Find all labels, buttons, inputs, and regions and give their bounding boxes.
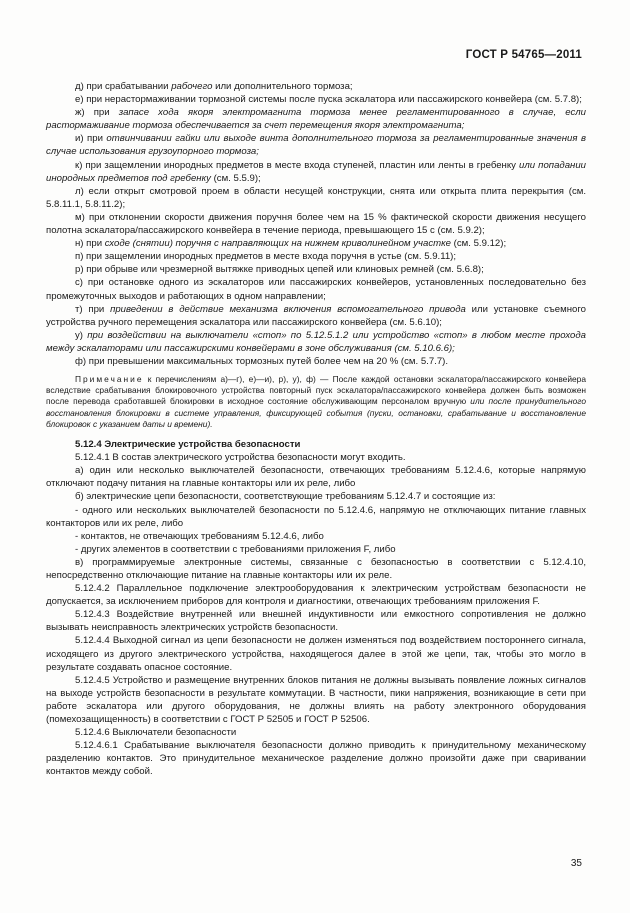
paragraph-5-12-4-1-b2: - контактов, не отвечающих требованиям 5.12.4.6, либо [75,530,324,542]
paragraph-5-12-4-6: 5.12.4.6 Выключатели безопасности [75,727,237,739]
list-item-e: е) при нерастормаживании тормозной системы после пуска эскалатора или пассажирского конвейера (см. 5.7.8); [75,94,582,106]
paragraph-5-12-4-3: 5.12.4.3 Воздействие внутренней или внешней индуктивности или емкостного сопротивления не должно вызывать неисправность электрических устройств безопасности. [46,609,586,634]
paragraph-5-12-4-2: 5.12.4.2 Параллельное подключение электрооборудования к электрическим устройствам безопасности не допускается, за исключением приборов для контроля и диагностики, отвечающих требованиям приложения F. [46,583,586,608]
note: Примечание к перечислениям а)—г), е)—и), р), у), ф) — После каждой остановки эскалатора/пассажирского конвейера вследствие срабатывания блокировочного устройства повторный пуск эскалатора/пассажирского конвейера должен быть возможен после перевода сработавшей блокировки в исходное состояние обслуживающим персоналом вручную или после принудительного восстановления блокировки в системе управления, фиксирующей события (пуски, остановки, срабатывание и восстановление блокировок с указанием даты и времени). [46,374,586,429]
list-item-i: и) при отвинчивании гайки или выходе винта дополнительного тормоза за регламентированные значения в случае использования грузоупорного тормоза; [46,133,586,158]
list-item-l: л) если открыт смотровой проем в области несущей конструкции, снята или открыта плита перекрытия (см. 5.8.11.1, 5.8.11.2); [46,185,586,210]
paragraph-5-12-4-1-b1: - одного или нескольких выключателей безопасности по 5.12.4.6, напрямую не отключающих питание главных контакторов или их реле, либо [46,504,586,529]
list-item-zh: ж) при запасе хода якоря электромагнита тормоза менее регламентированного в случае, если растормаживание тормоза обеспечивается за счет перемещения якоря электромагнита; [46,107,586,132]
paragraph-5-12-4-5: 5.12.4.5 Устройство и размещение внутренних блоков питания не должны вызывать появление ложных сигналов на выходе устройств безопасности в результате коммутации. В частности, пики напряжения, возникающие в сети при работе эскалатора или другого оборудования, не должны влиять на работу электронного оборудования (помехозащищенность) в соответствии с ГОСТ Р 52505 и ГОСТ Р 52506. [46,674,586,726]
list-item-d: д) при срабатывании рабочего или дополнительного тормоза; [75,81,353,92]
list-item-r: р) при обрыве или чрезмерной вытяжке приводных цепей или клиновых ремней (см. 5.6.8); [75,264,484,276]
paragraph-5-12-4-1-v: в) программируемые электронные системы, связанные с безопасностью в соответствии с 5.12.4.10, непосредственно отключающие питание на главные контакторы или их реле. [46,556,586,582]
paragraph-5-12-4-6-1: 5.12.4.6.1 Срабатывание выключателя безопасности должно приводить к принудительному механическому разделению контактов. Это принудительное механическое разделение должно произойти даже при сваривании контактов между собой. [46,740,586,778]
document-body [46,80,586,779]
paragraph-5-12-4-1: 5.12.4.1 В состав электрического устройства безопасности могут входить. [75,452,406,464]
paragraph-5-12-4-4: 5.12.4.4 Выходной сигнал из цепи безопасности не должен изменяться под воздействием постороннего сигнала, исходящего из другого электрического устройства, находящегося далее в этой же цепи, так, чтобы это могло в результате создавать опасное состояние. [46,635,586,673]
paragraph-5-12-4-1-a: а) один или несколько выключателей безопасности, отвечающих требованиям 5.12.4.6, которые напрямую отключают подачу питания на главные контакторы или их реле, либо [46,465,586,490]
list-item-m: м) при отклонении скорости движения поручня более чем на 15 % фактической скорости движения несущего полотна эскалатора/пассажирского конвейера в течение периода, превышающего 15 с (см. 5.9.2); [46,211,586,237]
list-item-f: ф) при превышении максимальных тормозных путей более чем на 20 % (см. 5.7.7). [75,355,449,367]
note-label: Примечание [75,374,144,385]
section-title: 5.12.4 Электрические устройства безопасности [75,439,301,451]
list-item-s: с) при остановке одного из эскалаторов или пассажирских конвейеров, установленных последовательно без промежуточных выходов и работающих в одном направлении; [46,277,586,302]
standard-header: ГОСТ Р 54765—2011 [465,49,582,61]
list-item-u: у) при воздействии на выключатели «стоп» по 5.12.5.1.2 или устройство «стоп» в любом месте прохода между эскалаторами или пассажирскими конвейерами в зоне обслуживания (см. 5.10.6.6); [46,329,586,354]
list-item-k: к) при защемлении инородных предметов в месте входа ступеней, пластин или ленты в гребенку или попадании инородных предметов под гребенку (см. 5.5.9); [46,159,586,184]
list-item-n: н) при сходе (снятии) поручня с направляющих на нижнем криволинейном участке (см. 5.9.12); [75,238,507,250]
paragraph-5-12-4-1-b3: - других элементов в соответствии с требованиями приложения F, либо [75,543,396,555]
page-number: 35 [570,858,582,869]
list-item-p: п) при защемлении инородных предметов в месте входа поручня в устье (см. 5.9.11); [75,251,457,263]
list-item-t: т) при приведении в действие механизма включения вспомогательного привода или установке съемного устройства ручного перемещения эскалатора или пассажирского конвейера (см. 5.6.10); [46,303,586,328]
paragraph-5-12-4-1-b: б) электрические цепи безопасности, соответствующие требованиям 5.12.4.7 и состоящие из: [75,491,496,503]
